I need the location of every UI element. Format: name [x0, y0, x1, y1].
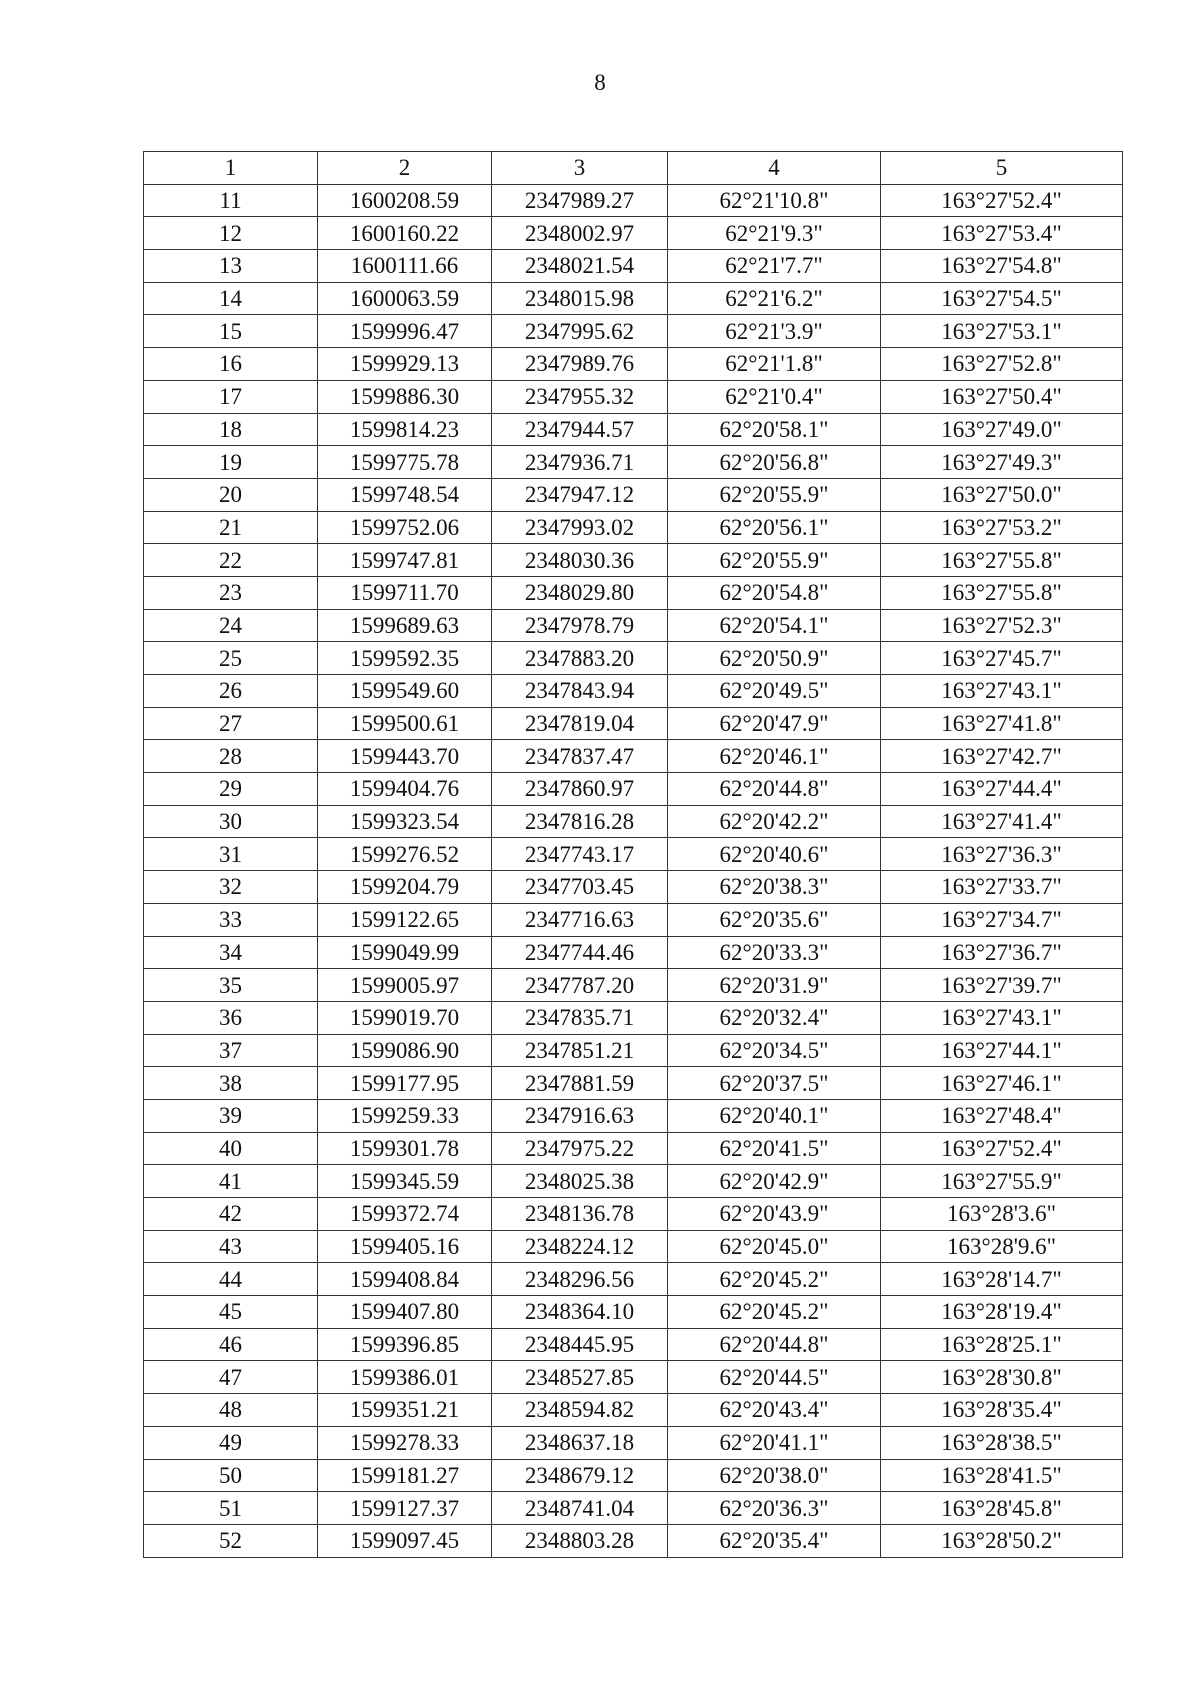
longitude-cell: 163°27'45.7": [881, 642, 1123, 675]
latitude-cell: 62°21'7.7": [668, 250, 881, 283]
longitude-cell: 163°28'41.5": [881, 1459, 1123, 1492]
table-row: [144, 805, 1123, 838]
longitude-cell: 163°27'55.8": [881, 544, 1123, 577]
y-coordinate-cell: 2347787.20: [492, 969, 668, 1002]
y-coordinate-cell: 2348015.98: [492, 282, 668, 315]
y-coordinate-cell: 2347881.59: [492, 1067, 668, 1100]
header-cell-4: 4: [668, 152, 881, 185]
x-coordinate-cell: 1599404.76: [318, 773, 492, 806]
point-number-cell: 12: [144, 217, 318, 250]
point-number-cell: 49: [144, 1426, 318, 1459]
latitude-cell: 62°20'44.8": [668, 773, 881, 806]
point-number-cell: 18: [144, 413, 318, 446]
y-coordinate-cell: 2348637.18: [492, 1426, 668, 1459]
y-coordinate-cell: 2347819.04: [492, 707, 668, 740]
point-number-cell: 40: [144, 1132, 318, 1165]
longitude-cell: 163°27'39.7": [881, 969, 1123, 1002]
table-row: [144, 1263, 1123, 1296]
longitude-cell: 163°27'36.7": [881, 936, 1123, 969]
table-row: [144, 871, 1123, 904]
table-row: [144, 478, 1123, 511]
latitude-cell: 62°21'10.8": [668, 184, 881, 217]
y-coordinate-cell: 2347835.71: [492, 1001, 668, 1034]
point-number-cell: 38: [144, 1067, 318, 1100]
latitude-cell: 62°20'31.9": [668, 969, 881, 1002]
y-coordinate-cell: 2347703.45: [492, 871, 668, 904]
longitude-cell: 163°27'49.0": [881, 413, 1123, 446]
latitude-cell: 62°20'43.9": [668, 1198, 881, 1231]
point-number-cell: 50: [144, 1459, 318, 1492]
table-row: [144, 1361, 1123, 1394]
point-number-cell: 29: [144, 773, 318, 806]
longitude-cell: 163°27'41.8": [881, 707, 1123, 740]
longitude-cell: 163°27'44.4": [881, 773, 1123, 806]
table-row: [144, 1230, 1123, 1263]
longitude-cell: 163°27'53.4": [881, 217, 1123, 250]
point-number-cell: 45: [144, 1296, 318, 1329]
point-number-cell: 31: [144, 838, 318, 871]
point-number-cell: 20: [144, 478, 318, 511]
table-row: [144, 380, 1123, 413]
point-number-cell: 15: [144, 315, 318, 348]
point-number-cell: 51: [144, 1492, 318, 1525]
latitude-cell: 62°20'32.4": [668, 1001, 881, 1034]
y-coordinate-cell: 2347916.63: [492, 1099, 668, 1132]
longitude-cell: 163°28'50.2": [881, 1524, 1123, 1557]
latitude-cell: 62°20'38.0": [668, 1459, 881, 1492]
y-coordinate-cell: 2347816.28: [492, 805, 668, 838]
table-row: [144, 903, 1123, 936]
latitude-cell: 62°21'1.8": [668, 348, 881, 381]
x-coordinate-cell: 1599592.35: [318, 642, 492, 675]
table-row: [144, 1426, 1123, 1459]
x-coordinate-cell: 1599351.21: [318, 1394, 492, 1427]
longitude-cell: 163°28'25.1": [881, 1328, 1123, 1361]
longitude-cell: 163°27'33.7": [881, 871, 1123, 904]
page-number: 8: [594, 70, 606, 95]
point-number-cell: 36: [144, 1001, 318, 1034]
header-cell-5: 5: [881, 152, 1123, 185]
table-row: [144, 315, 1123, 348]
y-coordinate-cell: 2347989.76: [492, 348, 668, 381]
longitude-cell: 163°27'52.8": [881, 348, 1123, 381]
longitude-cell: 163°27'43.1": [881, 675, 1123, 708]
table-header: [144, 152, 1123, 185]
point-number-cell: 16: [144, 348, 318, 381]
table-row: [144, 740, 1123, 773]
y-coordinate-cell: 2347993.02: [492, 511, 668, 544]
y-coordinate-cell: 2347744.46: [492, 936, 668, 969]
y-coordinate-cell: 2347837.47: [492, 740, 668, 773]
point-number-cell: 24: [144, 609, 318, 642]
x-coordinate-cell: 1599276.52: [318, 838, 492, 871]
longitude-cell: 163°27'49.3": [881, 446, 1123, 479]
y-coordinate-cell: 2348002.97: [492, 217, 668, 250]
point-number-cell: 37: [144, 1034, 318, 1067]
y-coordinate-cell: 2348445.95: [492, 1328, 668, 1361]
coordinates-table: [143, 151, 1123, 1558]
x-coordinate-cell: 1599127.37: [318, 1492, 492, 1525]
x-coordinate-cell: 1599929.13: [318, 348, 492, 381]
table-row: [144, 1328, 1123, 1361]
table-row: [144, 1165, 1123, 1198]
y-coordinate-cell: 2348296.56: [492, 1263, 668, 1296]
x-coordinate-cell: 1599443.70: [318, 740, 492, 773]
latitude-cell: 62°20'42.2": [668, 805, 881, 838]
y-coordinate-cell: 2348025.38: [492, 1165, 668, 1198]
point-number-cell: 42: [144, 1198, 318, 1231]
longitude-cell: 163°27'44.1": [881, 1034, 1123, 1067]
x-coordinate-cell: 1599372.74: [318, 1198, 492, 1231]
y-coordinate-cell: 2347989.27: [492, 184, 668, 217]
point-number-cell: 21: [144, 511, 318, 544]
table-row: [144, 1459, 1123, 1492]
point-number-cell: 47: [144, 1361, 318, 1394]
longitude-cell: 163°27'43.1": [881, 1001, 1123, 1034]
x-coordinate-cell: 1599345.59: [318, 1165, 492, 1198]
longitude-cell: 163°28'30.8": [881, 1361, 1123, 1394]
x-coordinate-cell: 1599122.65: [318, 903, 492, 936]
y-coordinate-cell: 2347843.94: [492, 675, 668, 708]
x-coordinate-cell: 1600208.59: [318, 184, 492, 217]
point-number-cell: 26: [144, 675, 318, 708]
latitude-cell: 62°20'40.6": [668, 838, 881, 871]
latitude-cell: 62°20'37.5": [668, 1067, 881, 1100]
latitude-cell: 62°21'3.9": [668, 315, 881, 348]
header-cell-3: 3: [492, 152, 668, 185]
longitude-cell: 163°27'52.4": [881, 1132, 1123, 1165]
longitude-cell: 163°27'53.2": [881, 511, 1123, 544]
x-coordinate-cell: 1599301.78: [318, 1132, 492, 1165]
table-row: [144, 936, 1123, 969]
x-coordinate-cell: 1599549.60: [318, 675, 492, 708]
point-number-cell: 41: [144, 1165, 318, 1198]
table-row: [144, 1296, 1123, 1329]
y-coordinate-cell: 2347978.79: [492, 609, 668, 642]
latitude-cell: 62°20'38.3": [668, 871, 881, 904]
latitude-cell: 62°20'34.5": [668, 1034, 881, 1067]
x-coordinate-cell: 1599775.78: [318, 446, 492, 479]
latitude-cell: 62°20'36.3": [668, 1492, 881, 1525]
table-row: [144, 1067, 1123, 1100]
point-number-cell: 27: [144, 707, 318, 740]
latitude-cell: 62°20'45.2": [668, 1296, 881, 1329]
longitude-cell: 163°28'45.8": [881, 1492, 1123, 1525]
y-coordinate-cell: 2347975.22: [492, 1132, 668, 1165]
point-number-cell: 34: [144, 936, 318, 969]
y-coordinate-cell: 2348029.80: [492, 576, 668, 609]
longitude-cell: 163°28'9.6": [881, 1230, 1123, 1263]
latitude-cell: 62°20'35.6": [668, 903, 881, 936]
table-row: [144, 1132, 1123, 1165]
y-coordinate-cell: 2348224.12: [492, 1230, 668, 1263]
point-number-cell: 35: [144, 969, 318, 1002]
x-coordinate-cell: 1599396.85: [318, 1328, 492, 1361]
table-row: [144, 773, 1123, 806]
y-coordinate-cell: 2347947.12: [492, 478, 668, 511]
x-coordinate-cell: 1599405.16: [318, 1230, 492, 1263]
y-coordinate-cell: 2347743.17: [492, 838, 668, 871]
longitude-cell: 163°27'41.4": [881, 805, 1123, 838]
point-number-cell: 30: [144, 805, 318, 838]
y-coordinate-cell: 2348527.85: [492, 1361, 668, 1394]
latitude-cell: 62°20'43.4": [668, 1394, 881, 1427]
latitude-cell: 62°20'40.1": [668, 1099, 881, 1132]
x-coordinate-cell: 1599086.90: [318, 1034, 492, 1067]
longitude-cell: 163°27'53.1": [881, 315, 1123, 348]
point-number-cell: 22: [144, 544, 318, 577]
point-number-cell: 39: [144, 1099, 318, 1132]
longitude-cell: 163°28'3.6": [881, 1198, 1123, 1231]
table-row: [144, 576, 1123, 609]
longitude-cell: 163°27'55.9": [881, 1165, 1123, 1198]
longitude-cell: 163°28'35.4": [881, 1394, 1123, 1427]
longitude-cell: 163°27'50.4": [881, 380, 1123, 413]
point-number-cell: 13: [144, 250, 318, 283]
y-coordinate-cell: 2348679.12: [492, 1459, 668, 1492]
table-row: [144, 838, 1123, 871]
longitude-cell: 163°27'46.1": [881, 1067, 1123, 1100]
latitude-cell: 62°20'56.1": [668, 511, 881, 544]
x-coordinate-cell: 1599407.80: [318, 1296, 492, 1329]
longitude-cell: 163°27'50.0": [881, 478, 1123, 511]
y-coordinate-cell: 2347955.32: [492, 380, 668, 413]
latitude-cell: 62°20'44.5": [668, 1361, 881, 1394]
x-coordinate-cell: 1599814.23: [318, 413, 492, 446]
point-number-cell: 25: [144, 642, 318, 675]
latitude-cell: 62°20'58.1": [668, 413, 881, 446]
point-number-cell: 32: [144, 871, 318, 904]
longitude-cell: 163°27'52.4": [881, 184, 1123, 217]
x-coordinate-cell: 1599748.54: [318, 478, 492, 511]
latitude-cell: 62°20'33.3": [668, 936, 881, 969]
point-number-cell: 46: [144, 1328, 318, 1361]
y-coordinate-cell: 2347883.20: [492, 642, 668, 675]
table-row: [144, 642, 1123, 675]
y-coordinate-cell: 2347944.57: [492, 413, 668, 446]
latitude-cell: 62°20'54.8": [668, 576, 881, 609]
point-number-cell: 23: [144, 576, 318, 609]
table-row: [144, 511, 1123, 544]
latitude-cell: 62°20'44.8": [668, 1328, 881, 1361]
latitude-cell: 62°20'49.5": [668, 675, 881, 708]
x-coordinate-cell: 1599049.99: [318, 936, 492, 969]
y-coordinate-cell: 2347936.71: [492, 446, 668, 479]
x-coordinate-cell: 1600063.59: [318, 282, 492, 315]
x-coordinate-cell: 1599689.63: [318, 609, 492, 642]
header-cell-2: 2: [318, 152, 492, 185]
latitude-cell: 62°20'50.9": [668, 642, 881, 675]
x-coordinate-cell: 1599019.70: [318, 1001, 492, 1034]
y-coordinate-cell: 2347860.97: [492, 773, 668, 806]
table-row: [144, 1492, 1123, 1525]
point-number-cell: 17: [144, 380, 318, 413]
table-body: [144, 184, 1123, 1557]
longitude-cell: 163°27'52.3": [881, 609, 1123, 642]
point-number-cell: 44: [144, 1263, 318, 1296]
x-coordinate-cell: 1599278.33: [318, 1426, 492, 1459]
y-coordinate-cell: 2348021.54: [492, 250, 668, 283]
x-coordinate-cell: 1599408.84: [318, 1263, 492, 1296]
latitude-cell: 62°21'6.2": [668, 282, 881, 315]
point-number-cell: 19: [144, 446, 318, 479]
table-row: [144, 1524, 1123, 1557]
x-coordinate-cell: 1599500.61: [318, 707, 492, 740]
table-row: [144, 1099, 1123, 1132]
x-coordinate-cell: 1599711.70: [318, 576, 492, 609]
point-number-cell: 43: [144, 1230, 318, 1263]
x-coordinate-cell: 1599386.01: [318, 1361, 492, 1394]
x-coordinate-cell: 1599886.30: [318, 380, 492, 413]
table-row: [144, 609, 1123, 642]
table-row: [144, 675, 1123, 708]
x-coordinate-cell: 1599323.54: [318, 805, 492, 838]
table-row: [144, 1198, 1123, 1231]
latitude-cell: 62°20'56.8": [668, 446, 881, 479]
point-number-cell: 33: [144, 903, 318, 936]
latitude-cell: 62°20'35.4": [668, 1524, 881, 1557]
longitude-cell: 163°27'54.8": [881, 250, 1123, 283]
table-row: [144, 413, 1123, 446]
latitude-cell: 62°20'41.5": [668, 1132, 881, 1165]
x-coordinate-cell: 1599204.79: [318, 871, 492, 904]
latitude-cell: 62°20'42.9": [668, 1165, 881, 1198]
longitude-cell: 163°27'36.3": [881, 838, 1123, 871]
table-row: [144, 184, 1123, 217]
y-coordinate-cell: 2347851.21: [492, 1034, 668, 1067]
table-row: [144, 1394, 1123, 1427]
point-number-cell: 52: [144, 1524, 318, 1557]
longitude-cell: 163°27'42.7": [881, 740, 1123, 773]
longitude-cell: 163°27'34.7": [881, 903, 1123, 936]
x-coordinate-cell: 1599747.81: [318, 544, 492, 577]
longitude-cell: 163°28'19.4": [881, 1296, 1123, 1329]
latitude-cell: 62°21'9.3": [668, 217, 881, 250]
latitude-cell: 62°20'41.1": [668, 1426, 881, 1459]
latitude-cell: 62°20'45.2": [668, 1263, 881, 1296]
table-row: [144, 544, 1123, 577]
table-row: [144, 217, 1123, 250]
header-cell-1: 1: [144, 152, 318, 185]
latitude-cell: 62°20'47.9": [668, 707, 881, 740]
point-number-cell: 48: [144, 1394, 318, 1427]
header-row: [144, 152, 1123, 185]
x-coordinate-cell: 1599177.95: [318, 1067, 492, 1100]
x-coordinate-cell: 1599996.47: [318, 315, 492, 348]
longitude-cell: 163°28'14.7": [881, 1263, 1123, 1296]
table-row: [144, 969, 1123, 1002]
x-coordinate-cell: 1599752.06: [318, 511, 492, 544]
table-row: [144, 348, 1123, 381]
x-coordinate-cell: 1599259.33: [318, 1099, 492, 1132]
x-coordinate-cell: 1600160.22: [318, 217, 492, 250]
y-coordinate-cell: 2348803.28: [492, 1524, 668, 1557]
y-coordinate-cell: 2348136.78: [492, 1198, 668, 1231]
point-number-cell: 28: [144, 740, 318, 773]
longitude-cell: 163°27'54.5": [881, 282, 1123, 315]
table-row: [144, 707, 1123, 740]
y-coordinate-cell: 2348030.36: [492, 544, 668, 577]
x-coordinate-cell: 1599181.27: [318, 1459, 492, 1492]
x-coordinate-cell: 1600111.66: [318, 250, 492, 283]
table-row: [144, 1034, 1123, 1067]
longitude-cell: 163°27'48.4": [881, 1099, 1123, 1132]
x-coordinate-cell: 1599097.45: [318, 1524, 492, 1557]
latitude-cell: 62°20'55.9": [668, 478, 881, 511]
table-row: [144, 446, 1123, 479]
y-coordinate-cell: 2348364.10: [492, 1296, 668, 1329]
table-row: [144, 282, 1123, 315]
latitude-cell: 62°20'54.1": [668, 609, 881, 642]
latitude-cell: 62°20'45.0": [668, 1230, 881, 1263]
point-number-cell: 14: [144, 282, 318, 315]
point-number-cell: 11: [144, 184, 318, 217]
y-coordinate-cell: 2348594.82: [492, 1394, 668, 1427]
latitude-cell: 62°20'55.9": [668, 544, 881, 577]
y-coordinate-cell: 2347716.63: [492, 903, 668, 936]
y-coordinate-cell: 2348741.04: [492, 1492, 668, 1525]
latitude-cell: 62°21'0.4": [668, 380, 881, 413]
table-row: [144, 1001, 1123, 1034]
y-coordinate-cell: 2347995.62: [492, 315, 668, 348]
longitude-cell: 163°28'38.5": [881, 1426, 1123, 1459]
x-coordinate-cell: 1599005.97: [318, 969, 492, 1002]
latitude-cell: 62°20'46.1": [668, 740, 881, 773]
table-row: [144, 250, 1123, 283]
longitude-cell: 163°27'55.8": [881, 576, 1123, 609]
